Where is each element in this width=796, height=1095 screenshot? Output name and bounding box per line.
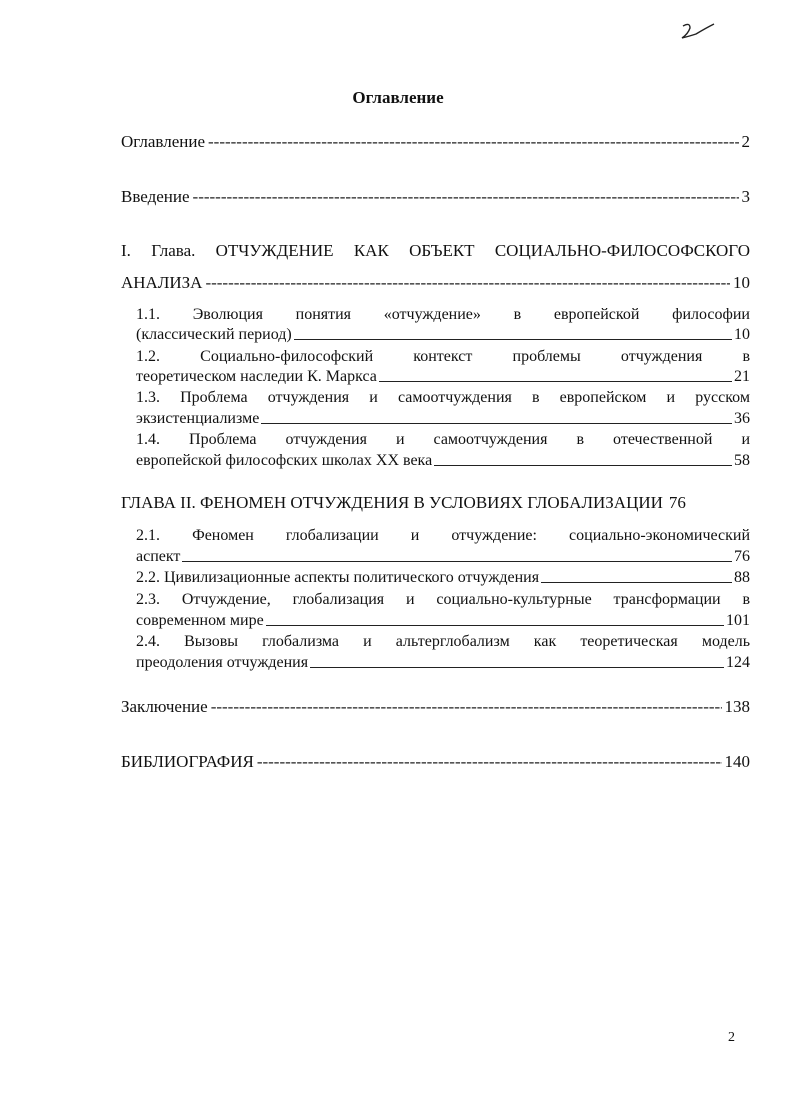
toc-entry-page: 21: [734, 368, 750, 385]
page-number: 2: [728, 1030, 735, 1045]
dot-leader: [211, 697, 722, 717]
toc-entry-page: 124: [726, 654, 750, 671]
toc-entry-2-2[interactable]: [136, 569, 750, 587]
leader-line: [541, 582, 732, 583]
dot-leader: [193, 187, 739, 207]
toc-entry-label: ГЛАВА II. ФЕНОМЕН ОТЧУЖДЕНИЯ В УСЛОВИЯХ ГЛОБАЛИЗАЦИИ: [121, 493, 663, 512]
toc-entry-label: АНАЛИЗА: [121, 273, 203, 292]
toc-entry-conclusion[interactable]: [121, 697, 750, 717]
toc-entry-1-3[interactable]: [136, 410, 750, 428]
toc-entry-label: Заключение: [121, 697, 208, 716]
toc-entry-page: 10: [734, 326, 750, 343]
toc-entry-label: современном мире: [136, 612, 264, 629]
toc-entry-2-1-line1[interactable]: 2.1. Феномен глобализации и отчуждение: социально-экономический: [136, 527, 750, 544]
toc-entry-label: БИБЛИОГРАФИЯ: [121, 752, 254, 771]
toc-entry-page: 58: [734, 452, 750, 469]
toc-entry-page: 88: [734, 569, 750, 586]
toc-entry-page: 76: [734, 548, 750, 565]
toc-entry-introduction[interactable]: [121, 187, 750, 207]
toc-entry-label: преодоления отчуждения: [136, 654, 309, 671]
toc-entry-page: 36: [734, 410, 750, 427]
toc-entry-page: 2: [741, 132, 750, 151]
toc-entry-1-2[interactable]: [136, 368, 750, 386]
toc-entry-label: Введение: [121, 187, 190, 206]
leader-line: [379, 381, 732, 382]
leader-line: [266, 625, 724, 626]
toc-entry-page: 76: [668, 493, 686, 512]
toc-entry-2-3-line1[interactable]: 2.3. Отчуждение, глобализация и социально-культурные трансформации в: [136, 591, 750, 608]
toc-entry-1-1[interactable]: [136, 326, 750, 344]
toc-entry-label: теоретическом наследии К. Маркса: [136, 368, 377, 385]
toc-entry-chapter-1[interactable]: [121, 273, 750, 293]
toc-entry-label: Оглавление: [121, 132, 205, 151]
page-title: Оглавление: [352, 88, 444, 107]
toc-entry-page: 101: [726, 612, 750, 629]
handwritten-page-mark: [678, 20, 718, 42]
toc-entry-1-4-line1[interactable]: 1.4. Проблема отчуждения и самоотчуждения в отечественной и: [136, 431, 750, 448]
toc-entry-1-2-line1[interactable]: 1.2. Социально-философский контекст проблемы отчуждения в: [136, 348, 750, 365]
toc-entry-page: 10: [733, 273, 750, 292]
toc-entry-page: 140: [724, 752, 750, 771]
leader-line: [261, 423, 732, 424]
toc-entry-page: 138: [724, 697, 750, 716]
toc-entry-1-4[interactable]: [136, 452, 750, 470]
toc-entry-contents[interactable]: [121, 132, 750, 152]
toc-entry-label: европейской философских школах XX века: [136, 452, 433, 469]
toc-entry-2-4[interactable]: [136, 654, 750, 672]
leader-line: [310, 667, 724, 668]
leader-line: [182, 561, 732, 562]
toc-entry-1-1-line1[interactable]: 1.1. Эволюция понятия «отчуждение» в европейской философии: [136, 306, 750, 323]
toc-entry-label: экзистенциализме: [136, 410, 260, 427]
toc-entry-chapter-1-line1[interactable]: I. Глава. ОТЧУЖДЕНИЕ КАК ОБЪЕКТ СОЦИАЛЬНО-ФИЛОСОФСКОГО: [121, 241, 750, 260]
dot-leader: [257, 752, 722, 772]
toc-entry-label: (классический период): [136, 326, 292, 343]
toc-entry-2-3[interactable]: [136, 612, 750, 630]
toc-entry-label: аспект: [136, 548, 181, 565]
toc-entry-page: 3: [741, 187, 750, 206]
toc-entry-2-1[interactable]: [136, 548, 750, 566]
dot-leader: [205, 273, 730, 293]
toc-entry-chapter-2[interactable]: [121, 493, 750, 513]
toc-entry-label: 2.2. Цивилизационные аспекты политического отчуждения: [136, 569, 540, 586]
leader-line: [294, 339, 732, 340]
dot-leader: [208, 132, 739, 152]
toc-entry-2-4-line1[interactable]: 2.4. Вызовы глобализма и альтерглобализм как теоретическая модель: [136, 633, 750, 650]
toc-entry-bibliography[interactable]: [121, 752, 750, 772]
toc-entry-1-3-line1[interactable]: 1.3. Проблема отчуждения и самоотчуждения в европейском и русском: [136, 389, 750, 406]
leader-line: [434, 465, 732, 466]
